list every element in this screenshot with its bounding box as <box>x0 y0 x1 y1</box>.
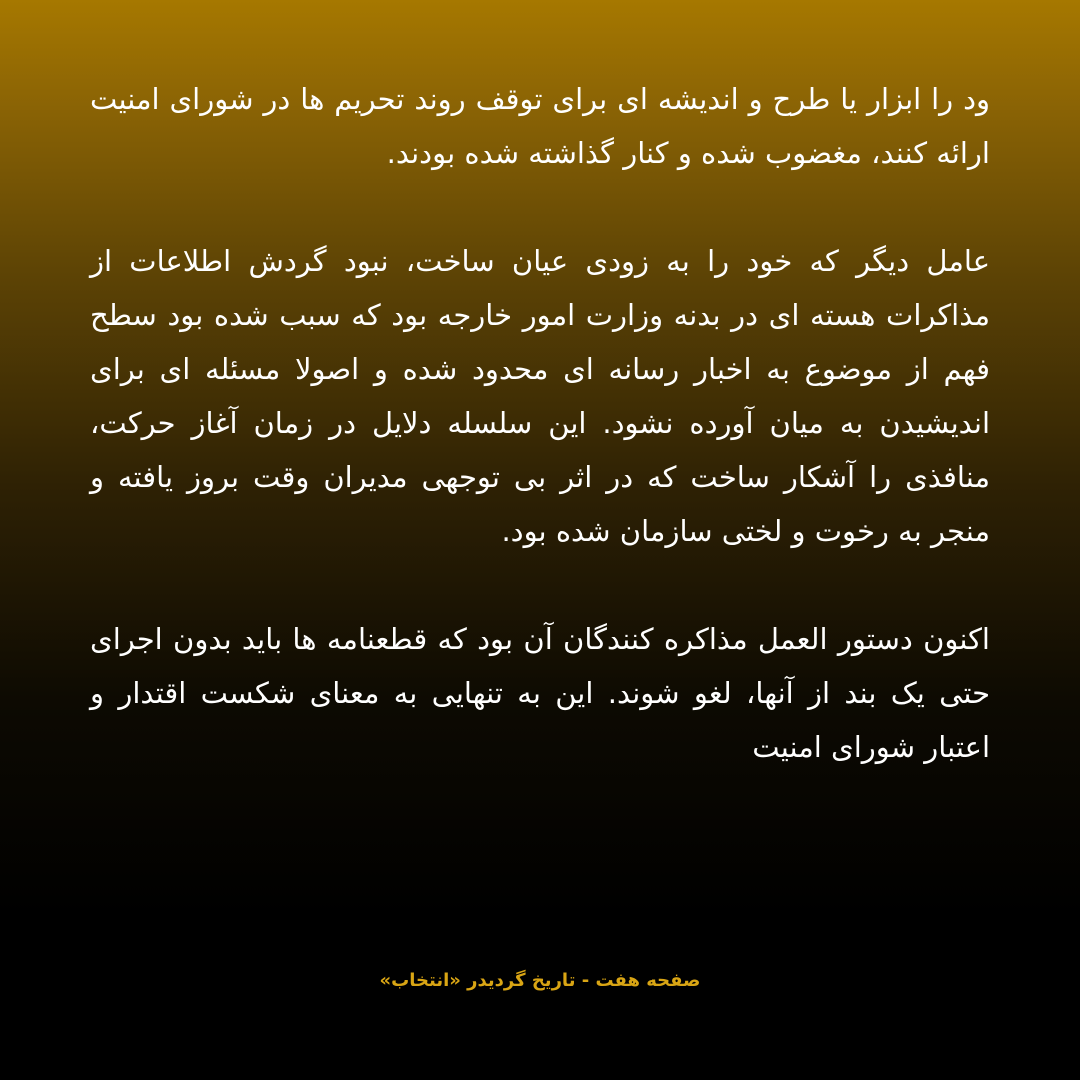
article-body <box>90 72 990 774</box>
paragraph-3: اکنون دستور العمل مذاکره کنندگان آن بود که قطعنامه ها باید بدون اجرای حتی یک بند از آنها، لغو شوند. این به تنهایی به معنای شکست اقتدار و اعتبار شورای امنیت <box>90 622 990 764</box>
paragraph-1: ود را ابزار یا طرح و اندیشه ای برای توقف روند تحریم ها در شورای امنیت ارائه کنند، مغضوب شده و کنار گذاشته شده بودند. <box>90 82 990 170</box>
paragraph-2: عامل دیگر که خود را به زودی عیان ساخت، نبود گردش اطلاعات از مذاکرات هسته ای در بدنه وزارت امور خارجه بود که سبب شده بود سطح فهم از موضوع به اخبار رسانه ای محدود شده و اصولا مسئله ای برای اندیشیدن به میان آورده نشود. این سلسله دلایل در زمان آغاز حرکت، منافذی را آشکار ساخت که در اثر بی توجهی مدیران وقت بروز یافته و منجر به رخوت و لختی سازمان شده بود. <box>90 244 990 548</box>
page-caption: صفحه هفت - تاریخ گردیدر «انتخاب» <box>379 970 701 991</box>
